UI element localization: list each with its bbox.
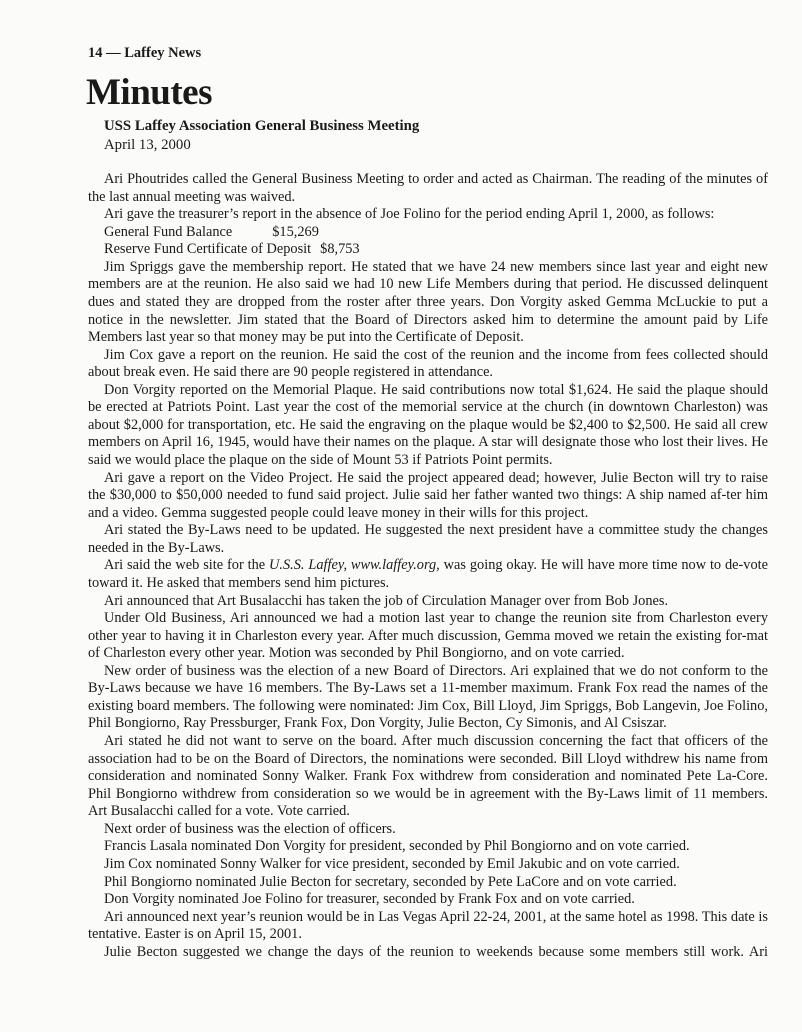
reserve-fund-label: Reserve Fund Certificate of Deposit [104,241,312,258]
general-fund-label: General Fund Balance [104,223,233,240]
paragraph: Jim Spriggs gave the membership report. He stated that we have 24 new members since last year and eight new members are at the reunion. He also said we had 10 new Life Members during that period. He discussed delinquent dues and stated they are dropped from the roster after three years. Don Vorgity asked Gemma McLuckie to put a notice in the newsletter. Jim stated that the Board of Directors asked him to determine the amount paid by Life Members last year so that money may be put into the Certificate of Deposit. [88,258,768,346]
website-paragraph [88,557,768,592]
paragraph: Ari announced next year’s reunion would be in Las Vegas April 22-24, 2001, at the same hotel as 1998. This date is tentative. Easter is on April 15, 2001. [88,908,768,943]
paragraph: Jim Cox nominated Sonny Walker for vice president, seconded by Emil Jakubic and on vote carried. [104,855,680,872]
paragraph: Next order of business was the election of officers. [104,820,396,837]
paragraph: Under Old Business, Ari announced we had a motion last year to change the reunion site from Charleston every other year to having it in Charleston every year. After much discussion, Gemma moved we retain the existing for-mat of Charleston every other year. Motion was seconded by Phil Bongiorno, and on vote carried. [88,610,768,662]
meeting-heading [104,117,419,154]
paragraph: Ari gave the treasurer’s report in the absence of Joe Folino for the period ending April 1, 2000, as follows: [104,206,715,223]
paragraph: Phil Bongiorno nominated Julie Becton for secretary, seconded by Pete LaCore and on vote carried. [104,873,677,890]
paragraph: Julie Becton suggested we change the days of the reunion to weekends because some members still work. Ari [104,943,768,960]
page-title: Minutes [86,72,212,113]
website-text-before: Ari said the web site for the [104,557,270,574]
paragraph: Ari Phoutrides called the General Business Meeting to order and acted as Chairman. The reading of the minutes of the last annual meeting was waived. [88,171,768,205]
paragraph: Ari gave a report on the Video Project. He said the project appeared dead; however, Julie Becton will try to raise the $30,000 to $50,000 needed to fund said project. Julie said her father wanted two things: A ship named af-ter him and a video. Gemma suggested people could leave money in their wills for this project. [88,469,768,521]
general-fund-line [88,224,768,242]
general-fund-amount: $15,269 [272,223,319,240]
meeting-date: April 13, 2000 [104,136,191,153]
reserve-fund-amount: $8,753 [320,241,360,258]
paragraph: New order of business was the election of a new Board of Directors. Ari explained that we do not conform to the By-Laws because we have 16 members. The By-Laws set a 11-member maximum. Frank Fox read the names of the existing board members. The following were nominated: Jim Cox, Bill Lloyd, Jim Spriggs, Bob Langevin, Joe Folino, Phil Bongiorno, Ray Pressburger, Frank Fox, Don Vorgity, Julie Becton, Cy Simonis, and Al Csiszar. [88,662,768,732]
paragraph: Ari stated he did not want to serve on the board. After much discussion concerning the fact that officers of the association had to be on the Board of Directors, the nominations were seconded. Bill Lloyd withdrew his name from consideration and nominated Sonny Walker. Frank Fox withdrew from consideration and nominated Pete La-Core. Phil Bongiorno withdrew from consideration so we would be in agreement with the By-Laws limit of 11 members. Art Busalacchi called for a vote. Vote carried. [88,733,768,820]
meeting-name: USS Laffey Association General Business Meeting [104,118,420,134]
paragraph: Don Vorgity nominated Joe Folino for treasurer, seconded by Frank Fox and on vote carried. [104,891,635,908]
minutes-body [88,171,768,961]
paragraph: Ari announced that Art Busalacchi has taken the job of Circulation Manager over from Bob Jones. [104,592,669,609]
page-header: 14 — Laffey News [88,45,202,61]
paragraph: Ari stated the By-Laws need to be updated. He suggested the next president have a committee study the changes needed in the By-Laws. [88,522,768,556]
paragraph: Francis Lasala nominated Don Vorgity for president, seconded by Phil Bongiorno and on vote carried. [104,838,690,855]
reserve-fund-line [88,241,768,259]
paragraph: Jim Cox gave a report on the reunion. He said the cost of the reunion and the income from fees collected should about break even. He said there are 90 people registered in attendance. [88,346,768,381]
paragraph: Don Vorgity reported on the Memorial Plaque. He said contributions now total $1,624. He said the plaque should be erected at Patriots Point. Last year the cost of the memorial service at the church (in downtown Charleston) was about $2,000 for transportation, etc. He said the engraving on the plaque would be $2,400 to $2,500. He said all crew members on April 16, 1945, would have their names on the plaque. A star will designate those who lost their lives. He said we would place the plaque on the side of Mount 53 if Patriots Point permits. [88,381,768,468]
website-text-after: was going okay. He will have more time now to de-vote toward it. He asked that members send him pictures. [88,557,769,591]
website-ship-name: U.S.S. Laffey, www.laffey.org, [269,557,440,574]
